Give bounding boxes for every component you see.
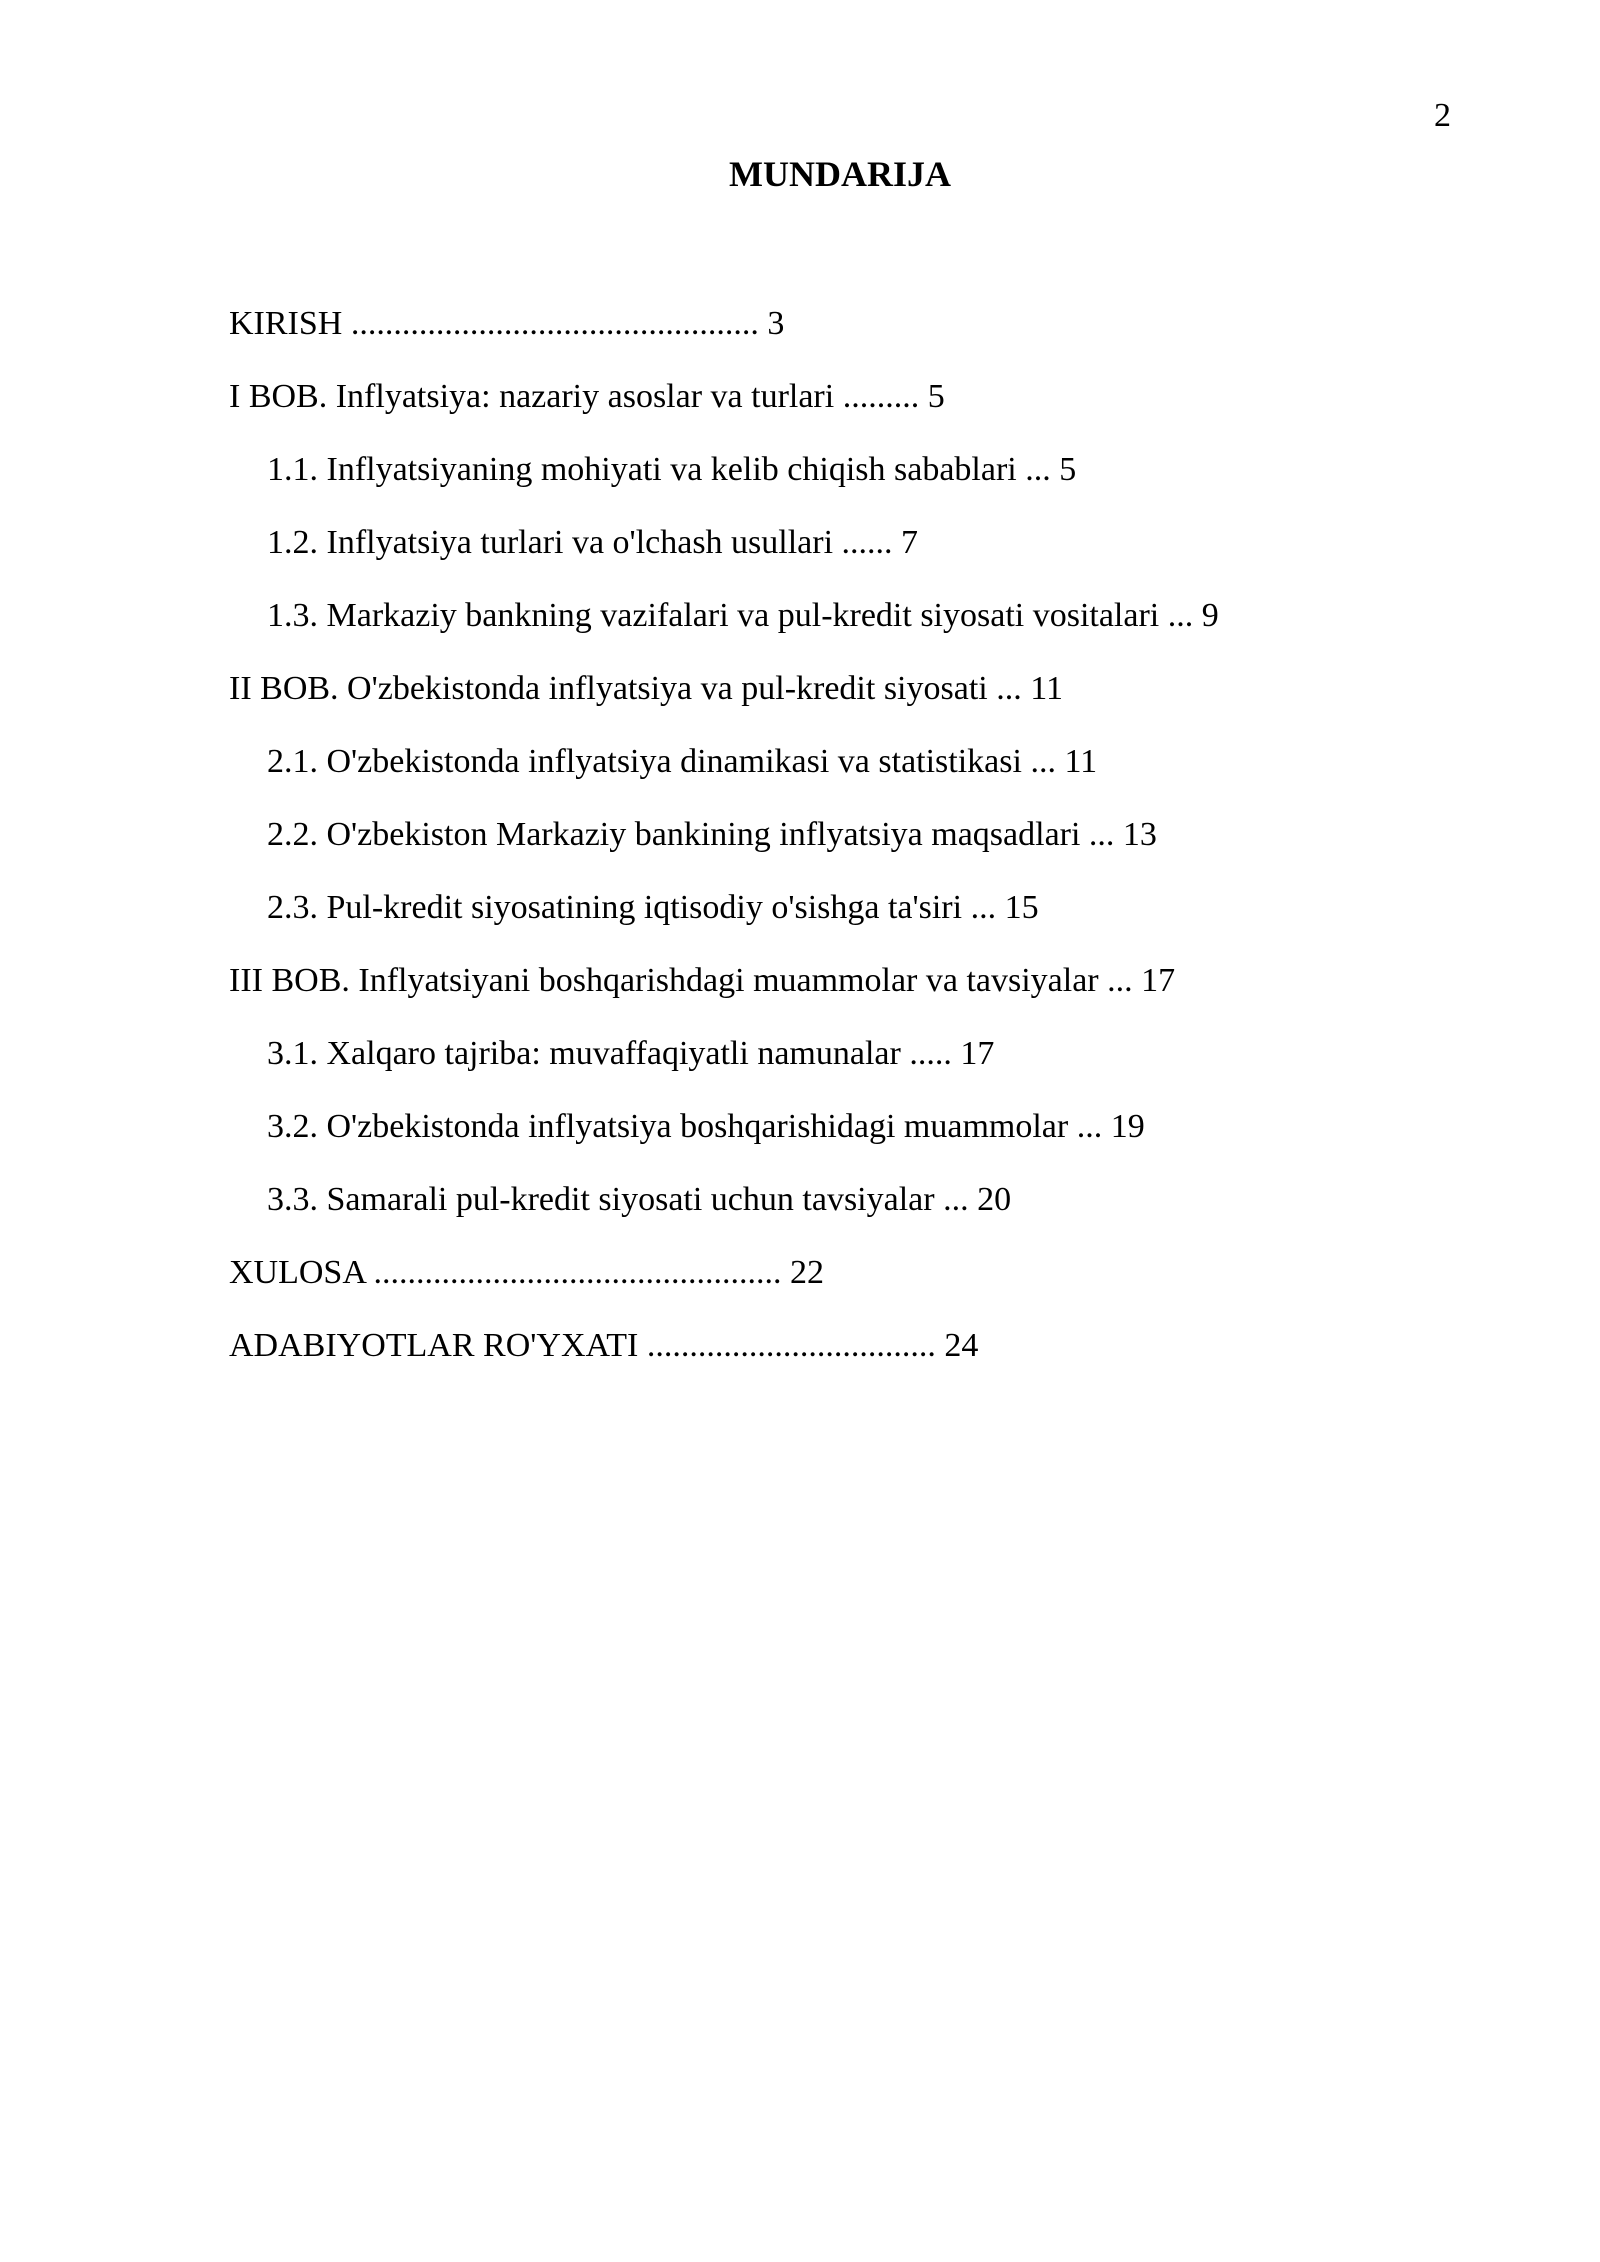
toc-entry-section-2-1: 2.1. O'zbekistonda inflyatsiya dinamikasi va statistikasi ... 11 — [267, 743, 1098, 780]
toc-entry-chapter-2: II BOB. O'zbekistonda inflyatsiya va pul-kredit siyosati ... 11 — [229, 670, 1063, 707]
toc-entry-section-1-3: 1.3. Markaziy bankning vazifalari va pul-kredit siyosati vositalari ... 9 — [267, 597, 1219, 634]
toc-entry-chapter-1: I BOB. Inflyatsiya: nazariy asoslar va turlari ......... 5 — [229, 378, 945, 415]
toc-entry-section-3-1: 3.1. Xalqaro tajriba: muvaffaqiyatli namunalar ..... 17 — [267, 1035, 995, 1072]
toc-entry-section-1-2: 1.2. Inflyatsiya turlari va o'lchash usullari ...... 7 — [267, 524, 919, 561]
table-of-contents — [229, 302, 1480, 1397]
toc-entry-section-3-3: 3.3. Samarali pul-kredit siyosati uchun tavsiyalar ... 20 — [267, 1181, 1012, 1218]
toc-entry-section-2-3: 2.3. Pul-kredit siyosatining iqtisodiy o'sishga ta'siri ... 15 — [267, 889, 1039, 926]
page-title: MUNDARIJA — [729, 154, 951, 194]
toc-entry-chapter-3: III BOB. Inflyatsiyani boshqarishdagi muammolar va tavsiyalar ... 17 — [229, 962, 1176, 999]
toc-entry-section-1-1: 1.1. Inflyatsiyaning mohiyati va kelib chiqish sabablari ... 5 — [267, 451, 1077, 488]
toc-entry-adabiyotlar: ADABIYOTLAR RO'YXATI .................................. 24 — [229, 1327, 979, 1364]
toc-entry-section-3-2: 3.2. O'zbekistonda inflyatsiya boshqarishidagi muammolar ... 19 — [267, 1108, 1145, 1145]
toc-entry-kirish: KIRISH ................................................ 3 — [229, 305, 785, 342]
toc-entry-xulosa: XULOSA ................................................ 22 — [229, 1254, 825, 1291]
toc-entry-section-2-2: 2.2. O'zbekiston Markaziy bankining inflyatsiya maqsadlari ... 13 — [267, 816, 1157, 853]
page-number: 2 — [1434, 97, 1451, 134]
